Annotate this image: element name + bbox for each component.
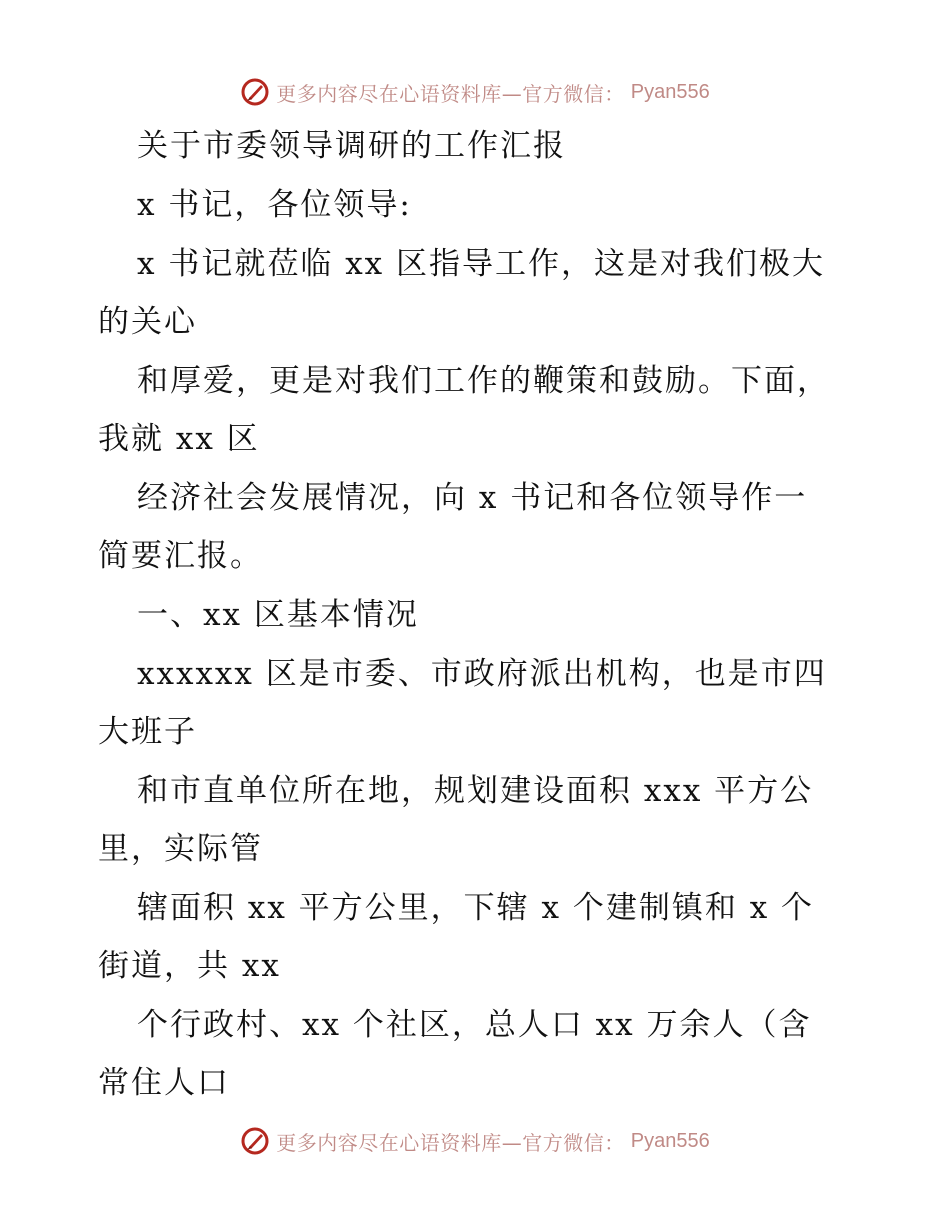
paragraph-line: 个行政村、xx 个社区，总人口 xx 万余人（含 (137, 1007, 812, 1043)
paragraph-line: 和市直单位所在地，规划建设面积 xxx 平方公 (137, 773, 814, 809)
pen-logo-icon (240, 1126, 270, 1156)
paragraph-line: 我就 xx 区 (98, 421, 260, 457)
paragraph-line: 大班子 (98, 714, 197, 750)
paragraph-line: 辖面积 xx 平方公里，下辖 x 个建制镇和 x 个 (137, 890, 815, 926)
paragraph-line: 简要汇报。 (98, 538, 263, 574)
paragraph-line: 里，实际管 (98, 831, 263, 867)
paragraph-line: 和厚爱，更是对我们工作的鞭策和鼓励。下面， (137, 363, 830, 399)
salutation: x 书记，各位领导: (137, 187, 412, 223)
watermark-wechat-id: Pyan556 (630, 80, 710, 103)
document-title: 关于市委领导调研的工作汇报 (137, 128, 566, 164)
paragraph-line: 经济社会发展情况，向 x 书记和各位领导作一 (137, 480, 808, 516)
watermark-banner-bottom (0, 1121, 950, 1161)
paragraph-line: x 书记就莅临 xx 区指导工作，这是对我们极大 (137, 246, 826, 282)
watermark-text: 更多内容尽在心语资料库—官方微信： (276, 1130, 625, 1155)
paragraph-line: 常住人口 (98, 1065, 230, 1101)
paragraph-line: 街道，共 xx (98, 948, 281, 984)
paragraph-line: 的关心 (98, 304, 197, 340)
watermark-text: 更多内容尽在心语资料库—官方微信： (276, 81, 625, 106)
watermark-wechat-id: Pyan556 (630, 1129, 710, 1152)
paragraph-line: xxxxxx 区是市委、市政府派出机构，也是市四 (137, 656, 827, 692)
watermark-banner-top (0, 72, 950, 112)
section-heading: 一、xx 区基本情况 (137, 597, 419, 633)
pen-logo-icon (240, 77, 270, 107)
